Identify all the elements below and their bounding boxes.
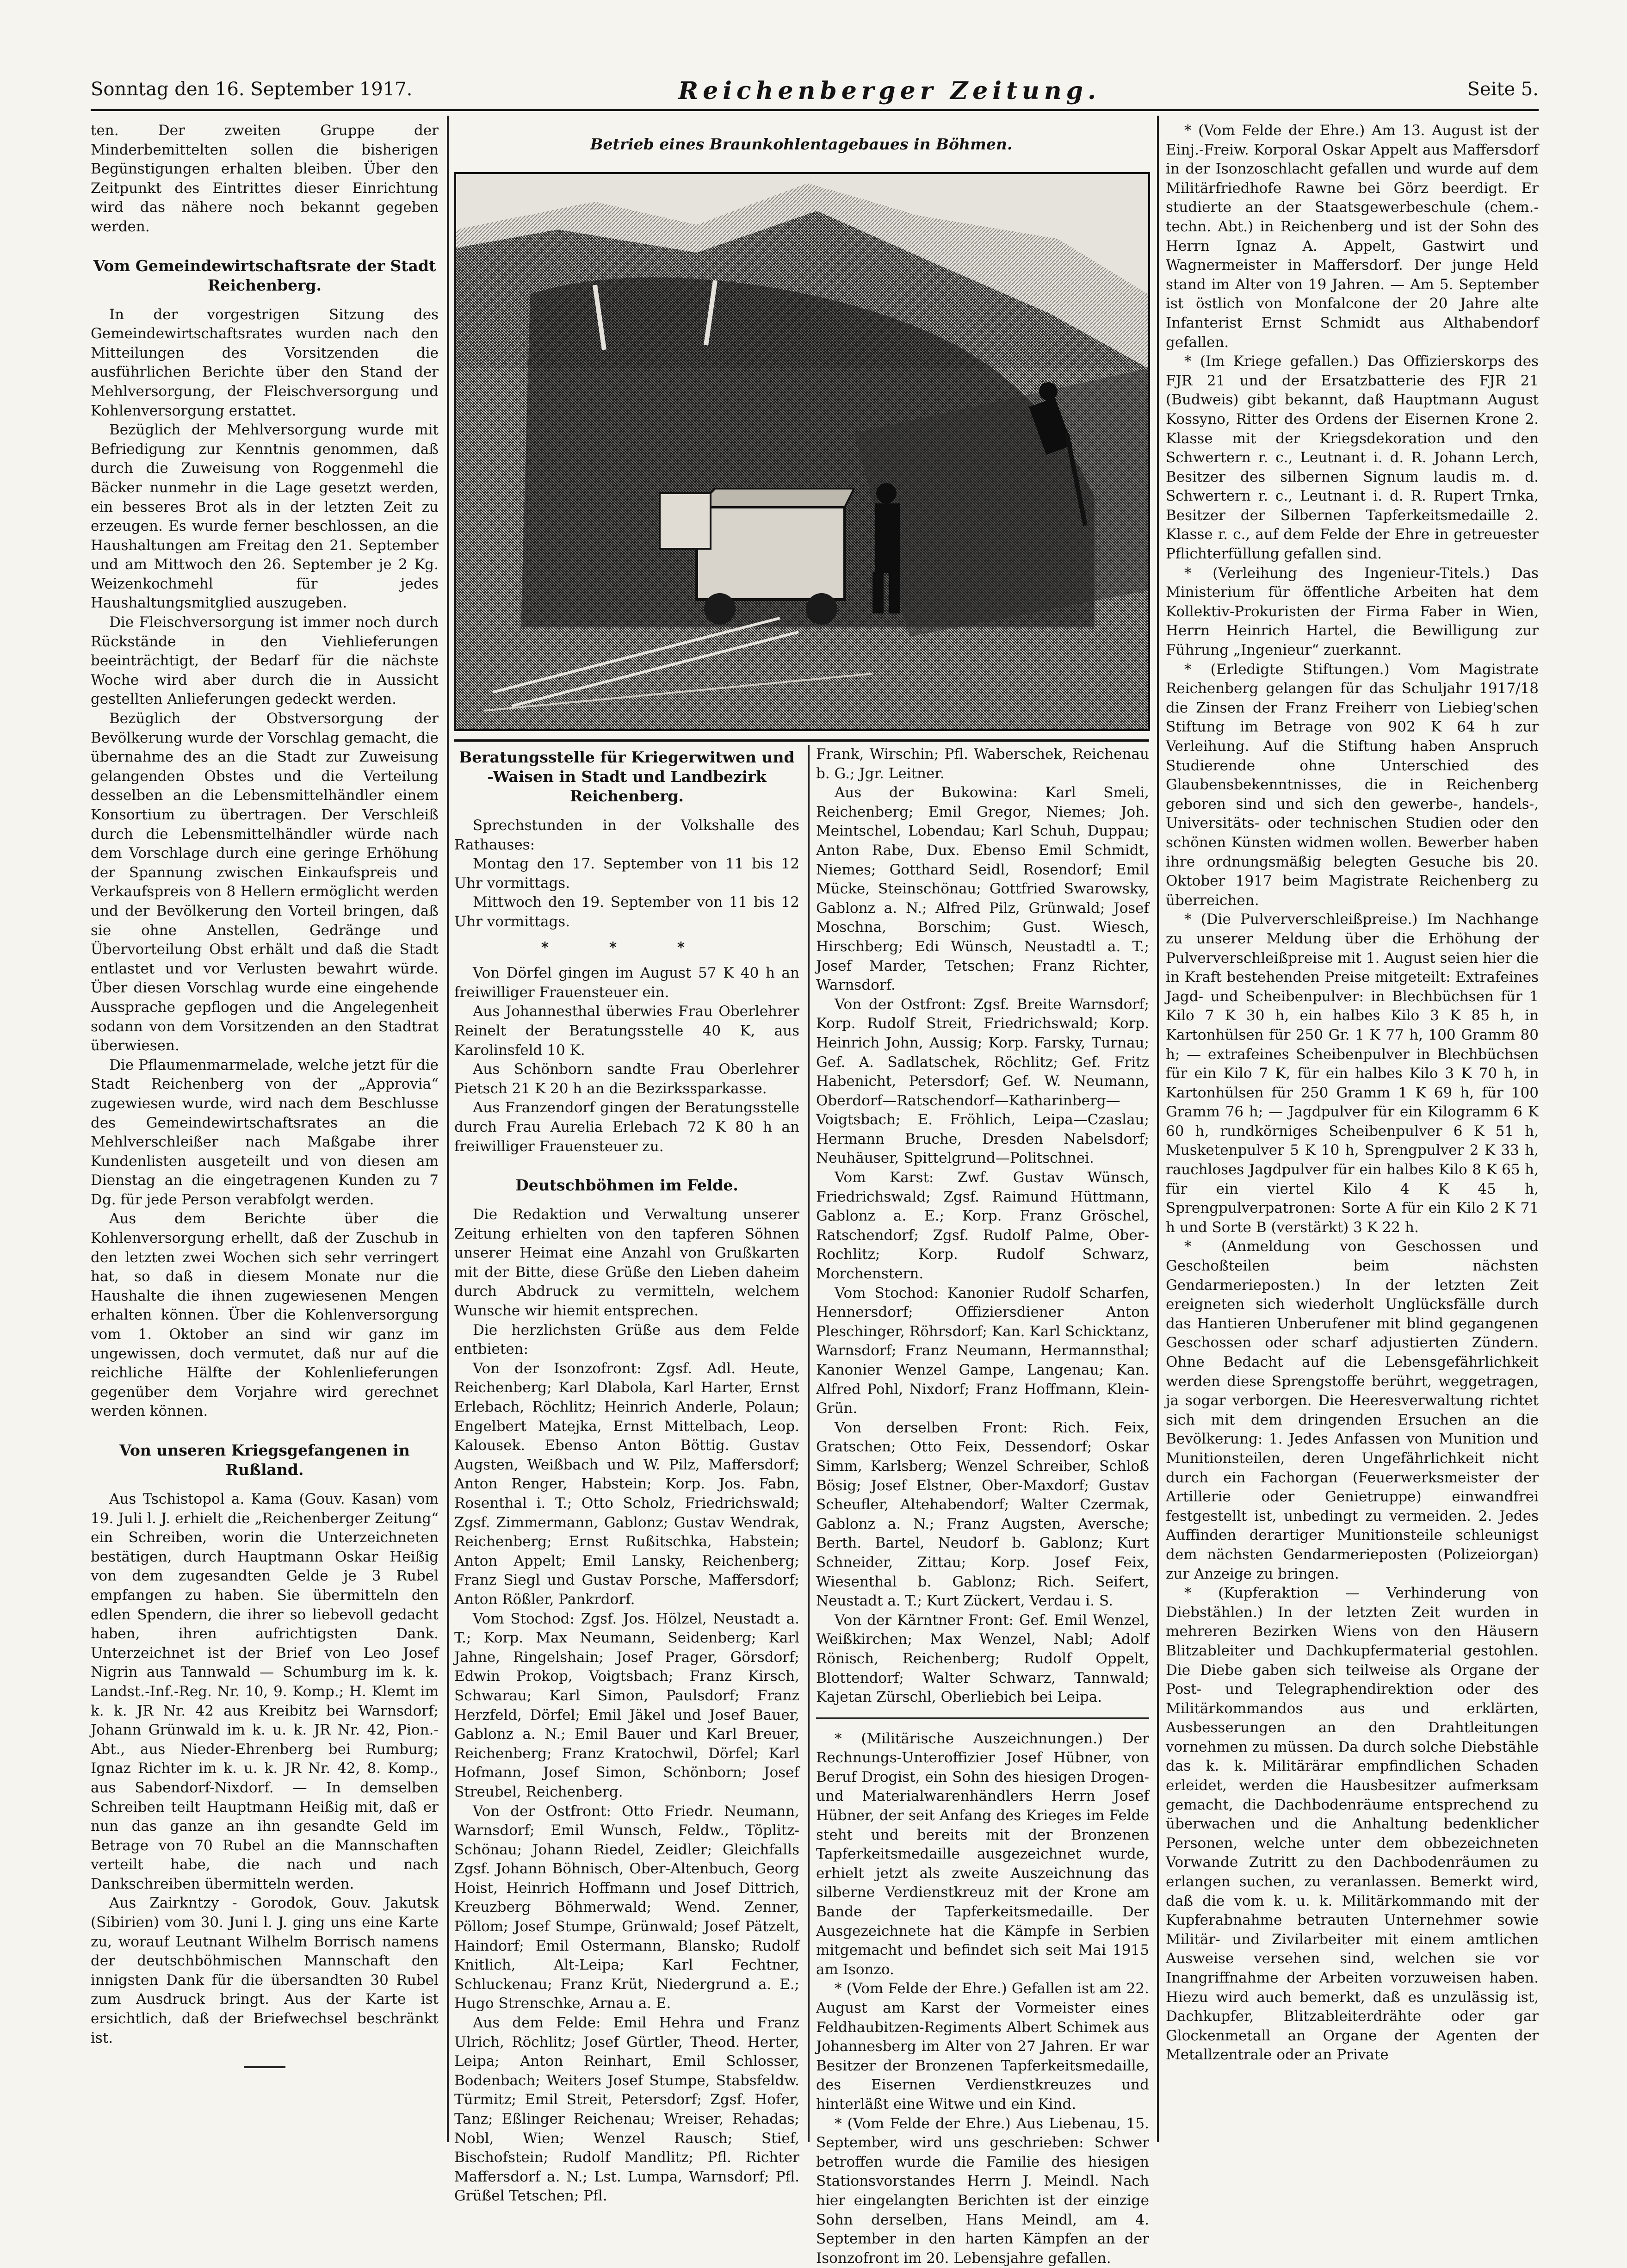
article-paragraph: ten. Der zweiten Gruppe der Minderbemittelten sollen die bisherigen Begünstigungen erhalten bleiben. Über den Zeitpunkt des Eintrittes dieser Einrichtung wird das nähere noch bekannt gegeben werden. (91, 122, 439, 235)
article-paragraph: * (Die Pulververschleißpreise.) Im Nachhange zu unserer Meldung über die Erhöhung der Pulververschleißpreise mit 1. August seien hier die in Kraft bestehenden Preise mitgeteilt: Extrafeines Jagd- und Scheibenpulver: in Blechbüchsen für 1 Kilo 7 K 30 h, ein halbes Kilo 3 K 85 h, in Kartonhülsen für 250 Gr. 1 K 77 h, 100 Gramm 80 h; — extrafeines Scheibenpulver in Blechbüchsen für ein Kilo 7 K, für ein halbes Kilo 3 K 70 h, in Kartonhülsen für 250 Gramm 1 K 69 h, für 100 Gramm 76 h; — Jagdpulver für ein Kilogramm 6 K 60 h, rundkörniges Scheibenpulver 6 K 51 h, Musketenpulver 5 K 10 h, Sprengpulver 2 K 33 h, rauchloses Jagdpulver für ein halbes Kilo 8 K 65 h, für ein viertel Kilo 4 K 45 h, Sprengpulverpatronen: Sorte A für ein Kilo 2 K 71 h und Sorte B (verstärkt) 3 K 22 h. (1166, 911, 1539, 1236)
article-paragraph: Aus der Bukowina: Karl Smeli, Reichenberg; Emil Gregor, Niemes; Joh. Meintschel, Lobendau; Karl Schuh, Duppau; Anton Rabe, Dux. Ebenso Emil Schmidt, Niemes; Gotthard Seidl, Rosendorf; Emil Mücke, Steinschönau; Gottfried Swarowsky, Gablonz a. N.; Alfred Pilz, Grünwald; Josef Moschna, Borschim; Gust. Wiesch, Hirschberg; Edi Wünsch, Neustadtl a. T.; Josef Marder, Tetschen; Franz Richter, Warnsdorf. (816, 784, 1149, 994)
article-paragraph: Mittwoch den 19. September von 11 bis 12 Uhr vormittags. (454, 894, 799, 930)
article-paragraph: Von der Ostfront: Otto Friedr. Neumann, Warnsdorf; Emil Wunsch, Feldw., Töplitz-Schönau; Johann Riedel, Zeidler; Gleichfalls Zgsf. Johann Böhnisch, Ober-Altenbuch, Georg Hoist, Heinrich Hoffmann und Josef Dittrich, Kreuzberg Böhmerwald; Wend. Zenner, Pöllom; Josef Stumpe, Grünwald; Josef Pätzelt, Haindorf; Emil Ostermann, Blansko; Rudolf Knitlich, Alt-Leipa; Karl Fechtner, Schluckenau; Franz Krüt, Niedergrund a. E.; Hugo Strenschke, Arnau a. E. (454, 1803, 799, 2012)
article-paragraph: Von der Kärntner Front: Gef. Emil Wenzel, Weißkirchen; Max Wenzel, Nabl; Adolf Rönisch, Reichenberg; Rudolf Oppelt, Blottendorf; Walter Schwarz, Tannwald; Kajetan Zürschl, Oberliebich bei Leipa. (816, 1611, 1149, 1706)
issue-date: Sonntag den 16. September 1917. (91, 79, 413, 100)
separator-stars: * * * (541, 939, 713, 956)
column-3 (816, 745, 1149, 2267)
section-end-rule (244, 2066, 285, 2068)
newspaper-title: Reichenberger Zeitung. (678, 77, 1101, 105)
article-paragraph: * (Im Kriege gefallen.) Das Offizierskorps des FJR 21 und der Ersatzbatterie des FJR 21 (Budweis) gibt bekannt, daß Hauptmann August Kossyno, Ritter des Ordens der Eisernen Krone 2. Klasse mit der Kriegsdekoration und den Schwertern r. c., Leutnant i. d. R. Johann Lerch, Besitzer des silbernen Signum laudis m. d. Schwertern r. c., Leutnant i. d. R. Rupert Trnka, Besitzer der Silbernen Tapferkeitsmedaille 2. Klasse r. c., auf dem Felde der Ehre in getreuester Pflichterfüllung gefallen sind. (1166, 353, 1539, 563)
header-rule (91, 109, 1539, 111)
article-paragraph: Vom Stochod: Kanonier Rudolf Scharfen, Hennersdorf; Offiziersdiener Anton Pleschinger, Röhrsdorf; Kan. Karl Schicktanz, Warnsdorf; Franz Neumann, Hermannsthal; Kanonier Wenzel Gampe, Langenau; Kan. Alfred Pohl, Nixdorf; Franz Hoffmann, Klein-Grün. (816, 1284, 1149, 1417)
article-paragraph: Bezüglich der Mehlversorgung wurde mit Befriedigung zur Kenntnis genommen, daß durch die Zuweisung von Roggenmehl die Bäcker nunmehr in die Lage gesetzt werden, ein besseres Brot als in der letzten Zeit zu erzeugen. Es wurde ferner beschlossen, an die Haushaltungen am Freitag den 21. September und am Mittwoch den 26. September je 2 Kg. Weizenkochmehl für jedes Haushaltungsmitglied auszugeben. (91, 421, 439, 612)
article-paragraph: Aus Franzendorf gingen der Beratungsstelle durch Frau Aurelia Erlebach 72 K 80 h an freiwilliger Frauensteuer zu. (454, 1099, 799, 1155)
article-paragraph: Die Pflaumenmarmelade, welche jetzt für die Stadt Reichenberg von der „Approvia“ zugewiesen wurde, wird nach dem Beschlusse des Gemeindewirtschaftsrates an die Mehlverschleißer nach Maßgabe ihrer Kundenlisten ausgeteilt und von diesen am Dienstag an die eingetragenen Kunden zu 7 Dg. für jede Person verabfolgt werden. (91, 1056, 439, 1208)
coal-mine-picture (456, 174, 1148, 729)
article-paragraph: * (Anmeldung von Geschossen und Geschoßteilen beim nächsten Gendarmerieposten.) In der letzten Zeit ereigneten sich wiederholt Unglücksfälle durch das Hantieren Unberufener mit blind gegangenen Geschossen oder scharf adjustierten Zündern. Ohne Bedacht auf die Lebensgefährlichkeit werden diese Sprengstoffe berührt, weggetragen, ja sogar verborgen. Die Heeresverwaltung richtet sich mit dem dringenden Ersuchen an die Bevölkerung: 1. Jedes Anfassen von Munition und Munitionsteilen, deren Ungefährlichkeit nicht durch ein Fachorgan (Feuerwerksmeister der Artillerie oder Genietruppe) einwandfrei festgestellt ist, unbedingt zu vermeiden. 2. Jedes Auffinden derartiger Munitionsteile schleunigst dem nächsten Gendarmerieposten (Polizeiorgan) zur Anzeige zu bringen. (1166, 1238, 1539, 1582)
article-paragraph: Vom Karst: Zwf. Gustav Wünsch, Friedrichswald; Zgsf. Raimund Hüttmann, Gablonz a. E.; Korp. Franz Gröschel, Ratschendorf; Zgsf. Rudolf Palme, Ober-Rochlitz; Korp. Rudolf Schwarz, Morchenstern. (816, 1169, 1149, 1283)
article-paragraph: Aus dem Berichte über die Kohlenversorgung erhellt, daß der Zuschub in den letzten zwei Wochen sich sehr verringert hat, so daß in diesem Monate nur die Haushalte die ihnen zugewiesenen Mengen erhalten können. Über die Kohlenversorgung vom 1. Oktober an sind wir ganz im ungewissen, doch vermutet, daß nur auf die reichliche Hälfte der Kohlenlieferungen gegenüber dem Vorjahre wird gerechnet werden können. (91, 1210, 439, 1420)
page-header (91, 79, 1539, 111)
article-paragraph: Montag den 17. September von 11 bis 12 Uhr vormittags. (454, 855, 799, 892)
column-divider (447, 116, 449, 2142)
article-paragraph: * (Vom Felde der Ehre.) Aus Liebenau, 15. September, wird uns geschrieben: Schwer betroffen wurde die Familie des hiesigen Stationsvorstandes Herrn J. Meindl. Nach hier eingelangten Berichten ist der einzige Sohn derselben, Hans Meindl, am 4. September in den harten Kämpfen an der Isonzofront im 20. Lebensjahre gefallen. (816, 2115, 1149, 2267)
article-paragraph: Von derselben Front: Rich. Feix, Gratschen; Otto Feix, Dessendorf; Oskar Simm, Karlsberg; Wenzel Schreiber, Schloß Bösig; Josef Elstner, Ober-Maxdorf; Gustav Scheufler, Altehabendorf; Walter Czermak, Gablonz a. N.; Franz Augsten, Aversche; Berth. Bartel, Neudorf b. Gablonz; Kurt Schneider, Zittau; Korp. Josef Feix, Wiesenthal b. Gablonz; Rich. Seifert, Neustadt a. T.; Kurt Zückert, Verdau i. S. (816, 1419, 1149, 1610)
article-paragraph: Aus dem Felde: Emil Hehra und Franz Ulrich, Röchlitz; Josef Gürtler, Theod. Herter, Leipa; Anton Reinhart, Emil Schlosser, Bodenbach; Weiters Josef Stumpe, Stabsfeldw. Türmitz; Emil Streit, Petersdorf; Zgsf. Hofer, Tanz; Eßlinger Reichenau; Wreiser, Rehadas; Nobl, Wien; Wenzel Rausch; Stief, Bischofstein; Rudolf Mandlitz; Pfl. Richter Maffersdorf a. N.; Lst. Lumpa, Warnsdorf; Pfl. Grüßel Tetschen; Pfl. (454, 2014, 799, 2205)
article-heading: Beratungsstelle für Kriegerwitwen und -Waisen in Stadt und Landbezirk Reichenberg. (459, 748, 795, 805)
mining-engraving (454, 172, 1150, 731)
column-2 (454, 745, 799, 2205)
article-paragraph: Bezüglich der Obstversorgung der Bevölkerung wurde der Vorschlag gemacht, die übernahme des an die Stadt zur Zuweisung gelangenden Obstes und die Verteilung desselben an die Lebensmittelhändler einem Konsortium zu übertragen. Der Verschleiß durch die Lebensmittelhändler würde nach dem Vorschlage durch eine geringe Erhöhung der Spannung zwischen Einkaufspreis und Verkaufspreis von 8 Hellern ermöglicht werden und der Bevölkerung den Vorteil bringen, daß sie ohne Anstellen, Gedränge und Übervorteilung Obst erhält und daß die Stadt entlastet und vor Verlusten bewahrt würde. Über diesen Vorschlag wurde eine eingehende Aussprache gepflogen und die Angelegenheit sodann von dem Vorsitzenden an den Stadtrat überwiesen. (91, 710, 439, 1054)
article-paragraph: Von Dörfel gingen im August 57 K 40 h an freiwilliger Frauensteuer ein. (454, 965, 799, 1001)
article-paragraph: Die Fleischversorgung ist immer noch durch Rückstände in den Viehlieferungen beeinträchtigt, der Bedarf für die nächste Woche wird aber durch die in Aussicht gestellten Anlieferungen gedeckt werden. (91, 614, 439, 708)
article-paragraph: Die Redaktion und Verwaltung unserer Zeitung erhielten von den tapferen Söhnen unserer Heimat eine Anzahl von Grußkarten mit der Bitte, diese Grüße den Lieben daheim durch Abdruck zu vermitteln, welchem Wunsche wir hiemit entsprechen. (454, 1206, 799, 1320)
article-paragraph: Sprechstunden in der Volkshalle des Rathauses: (454, 817, 799, 853)
article-paragraph: * (Vom Felde der Ehre.) Am 13. August ist der Einj.-Freiw. Korporal Oskar Appelt aus Maffersdorf in der Isonzoschlacht gefallen und wurde auf dem Militärfriedhofe Rawne bei Görz beerdigt. Er studierte an der Staatsgewerbeschule (chem.-techn. Abt.) in Reichenberg und ist der Sohn des Herrn Ignaz A. Appelt, Gastwirt und Wagnermeister in Maffersdorf. Der junge Held stand im Alter von 19 Jahren. — Am 5. September ist östlich von Monfalcone der 20 Jahre alte Infanterist Ernst Schmidt aus Althabendorf gefallen. (1166, 122, 1539, 351)
article-paragraph: Von der Ostfront: Zgsf. Breite Warnsdorf; Korp. Rudolf Streit, Friedrichswald; Korp. Heinrich John, Aussig; Korp. Farsky, Turnau; Gef. A. Sadlatschek, Röchlitz; Gef. Fritz Habenicht, Petersdorf; Gef. W. Neumann, Oberdorf—Ratschendorf—Katharinberg—Voigtsbach; E. Fröhlich, Leipa—Czaslau; Hermann Bruche, Dresden Nabelsdorf; Neuhäuser, Spittelgrund—Politschnei. (816, 996, 1149, 1167)
illustration-rule (454, 739, 1149, 742)
article-paragraph: In der vorgestrigen Sitzung des Gemeindewirtschaftsrates wurden nach den Mitteilungen des Vorsitzenden die ausführlichen Berichte über den Stand der Mehlversorgung, der Fleischversorgung und Kohlenversorgung erstattet. (91, 306, 439, 419)
article-paragraph: * (Erledigte Stiftungen.) Vom Magistrate Reichenberg gelangen für das Schuljahr 1917/18 die Zinsen der Franz Freiherr von Liebieg'schen Stiftung im Betrage von 902 K 64 h zur Verleihung. Auf die Stiftung haben Anspruch Studierende ohne Unterschied des Glaubensbekenntnisses, die in Reichenberg geboren sind und sich den gewerbe-, handels-, Universitäts- oder technischen Studien oder den schönen Künsten widmen wollen. Bewerber haben ihre ordnungsmäßig belegten Gesuche bis 20. Oktober 1917 beim Magistrate Reichenberg zu überreichen. (1166, 661, 1539, 909)
article-heading: Von unseren Kriegsgefangenen in Rußland. (119, 1441, 410, 1479)
column-divider (1157, 116, 1159, 2142)
article-paragraph: * (Kupferaktion — Verhinderung von Diebstählen.) In der letzten Zeit wurden in mehreren Bezirken Wiens von den Häusern Blitzableiter und Dachkupfermaterial gestohlen. Die Diebe gaben sich teilweise als Organe der Post- und Telegraphendirektion oder des Militärkommandos aus und erklärten, Ausbesserungen an den Drahtleitungen vornehmen zu müssen. Da durch solche Diebstähle das k. k. Militärärar empfindlichen Schaden erleidet, werden die Hausbesitzer aufmerksam gemacht, die Dachbodenräume entsprechend zu überwachen und die Anhaltung bedenklicher Personen, welche unter dem obbezeichneten Vorwande Zutritt zu den Dachbodenräumen zu erlangen suchen, zu veranlassen. Bemerkt wird, daß die vom k. u. k. Militärkommando mit der Kupferabnahme betrauten Unternehmer sowie Militär- und Zivilarbeiter mit einem amtlichen Ausweise versehen sind, welchen sie vor Inangriffnahme der Arbeiten vorzuweisen haben. Hiezu wird auch bemerkt, daß es unzulässig ist, Dachkupfer, Blitzableiterdrähte oder gar Glockenmetall an Organe der Agenten der Metallzentrale oder an Private (1166, 1585, 1539, 2064)
illustration-caption: Betrieb eines Braunkohlentagebaues in Böhmen. (590, 135, 1013, 153)
page-number: Seite 5. (1467, 79, 1539, 100)
article-paragraph: Aus Johannesthal überwies Frau Oberlehrer Reinelt der Beratungsstelle 40 K, aus Karolinsfeld 10 K. (454, 1003, 799, 1059)
article-paragraph: * (Militärische Auszeichnungen.) Der Rechnungs-Unteroffizier Josef Hübner, von Beruf Drogist, ein Sohn des hiesigen Drogen- und Materialwarenhändlers Herrn Josef Hübner, der seit Anfang des Krieges im Felde steht und bereits mit der Bronzenen Tapferkeitsmedaille ausgezeichnet wurde, erhielt jetzt als zweite Auszeichnung das silberne Verdienstkreuz mit der Krone am Bande der Tapferkeitsmedaille. Der Ausgezeichnete hat die Kämpfe in Serbien mitgemacht und befindet sich seit Mai 1915 am Isonzo. (816, 1730, 1149, 1978)
article-paragraph: Aus Zairkntzy - Gorodok, Gouv. Jakutsk (Sibirien) vom 30. Juni l. J. ging uns eine Karte zu, worauf Leutnant Wilhelm Borrisch namens der deutschböhmischen Mannschaft den innigsten Dank für die übersandten 30 Rubel zum Ausdruck bringt. Aus der Karte ist ersichtlich, daß der Briefwechsel beschränkt ist. (91, 1895, 439, 2046)
article-paragraph: Von der Isonzofront: Zgsf. Adl. Heute, Reichenberg; Karl Dlabola, Karl Harter, Ernst Erlebach, Röchlitz; Heinrich Anderle, Polaun; Engelbert Matejka, Ernst Mittelbach, Leop. Kalousek. Ebenso Anton Böttig. Gustav Augsten, Weißbach und W. Pilz, Maffersdorf; Anton Renger, Habstein; Korp. Jos. Fabn, Rosenthal i. T.; Otto Scholz, Friedrichswald; Zgsf. Zimmermann, Gablonz; Gustav Wendrak, Reichenberg; Ernst Rußitschka, Habstein; Anton Appelt; Emil Lansky, Reichenberg; Franz Siegl und Gustav Porsche, Maffersdorf; Anton Rößler, Pankrdorf. (454, 1360, 799, 1608)
article-paragraph: Aus Schönborn sandte Frau Oberlehrer Pietsch 21 K 20 h an die Bezirkssparkasse. (454, 1061, 799, 1097)
article-paragraph: * (Vom Felde der Ehre.) Gefallen ist am 22. August am Karst der Vormeister eines Feldhaubitzen-Regiments Albert Schimek aus Johannesberg im Alter von 27 Jahren. Er war Besitzer der Bronzenen Tapferkeitsmedaille, des Eisernen Verdienstkreuzes und hinterläßt eine Witwe und ein Kind. (816, 1980, 1149, 2113)
illustration (454, 121, 1148, 736)
article-heading: Vom Gemeindewirtschaftsrate der Stadt Reichenberg. (93, 256, 436, 294)
article-paragraph: Die herzlichsten Grüße aus dem Felde entbieten: (454, 1321, 799, 1358)
article-heading: Deutschböhmen im Felde. (515, 1176, 738, 1195)
column-divider (808, 745, 810, 2142)
section-rule (816, 1717, 1149, 1719)
article-paragraph: Aus Tschistopol a. Kama (Gouv. Kasan) vom 19. Juli l. J. erhielt die „Reichenberger Zeitung“ ein Schreiben, worin die Unterzeichneten bestätigen, durch Hauptmann Oskar Heißig von dem zugesandten Gelde je 3 Rubel empfangen zu haben. Sie übermitteln den edlen Spendern, die ihrer so liebevoll gedacht haben, ihren aufrichtigsten Dank. Unterzeichnet ist der Brief von Leo Josef Nigrin aus Tannwald — Schumburg im k. k. Landst.-Inf.-Reg. Nr. 10, 9. Komp.; H. Klemt im k. k. JR Nr. 42 aus Kreibitz bei Warnsdorf; Johann Grünwald im k. u. k. JR Nr. 42, Pion.-Abt., aus Nieder-Ehrenberg bei Rumburg; Ignaz Richter im k. u. k. JR Nr. 42, 8. Komp., aus Sabendorf-Nixdorf. — In demselben Schreiben teilt Hauptmann Heißig mit, daß er nun das ganze an ihn gesandte Geld im Betrage von 70 Rubel an die Mannschaften verteilt habe, die nach und nach Dankschreiben übermitteln werden. (91, 1491, 439, 1892)
article-paragraph: Vom Stochod: Zgsf. Jos. Hölzel, Neustadt a. T.; Korp. Max Neumann, Seidenberg; Karl Jahne, Ringelshain; Josef Prager, Görsdorf; Edwin Prokop, Voigtsbach; Franz Kirsch, Schwarau; Karl Simon, Paulsdorf; Franz Herzfeld, Dörfel; Emil Jäkel und Josef Bauer, Gablonz a. N.; Emil Bauer und Karl Breuer, Reichenberg; Franz Kratochwil, Dörfel; Karl Hofmann, Josef Simon, Schönborn; Josef Streubel, Reichenberg. (454, 1610, 799, 1800)
article-paragraph: Frank, Wirschin; Pfl. Waberschek, Reichenau b. G.; Jgr. Leitner. (816, 746, 1149, 782)
column-4 (1166, 121, 1539, 2138)
column-1 (91, 121, 439, 2138)
article-paragraph: * (Verleihung des Ingenieur-Titels.) Das Ministerium für öffentliche Arbeiten hat dem Kollektiv-Prokuristen der Firma Faber in Wien, Herrn Heinrich Hartel, die Bewilligung zur Führung „Ingenieur“ zuerkannt. (1166, 564, 1539, 659)
